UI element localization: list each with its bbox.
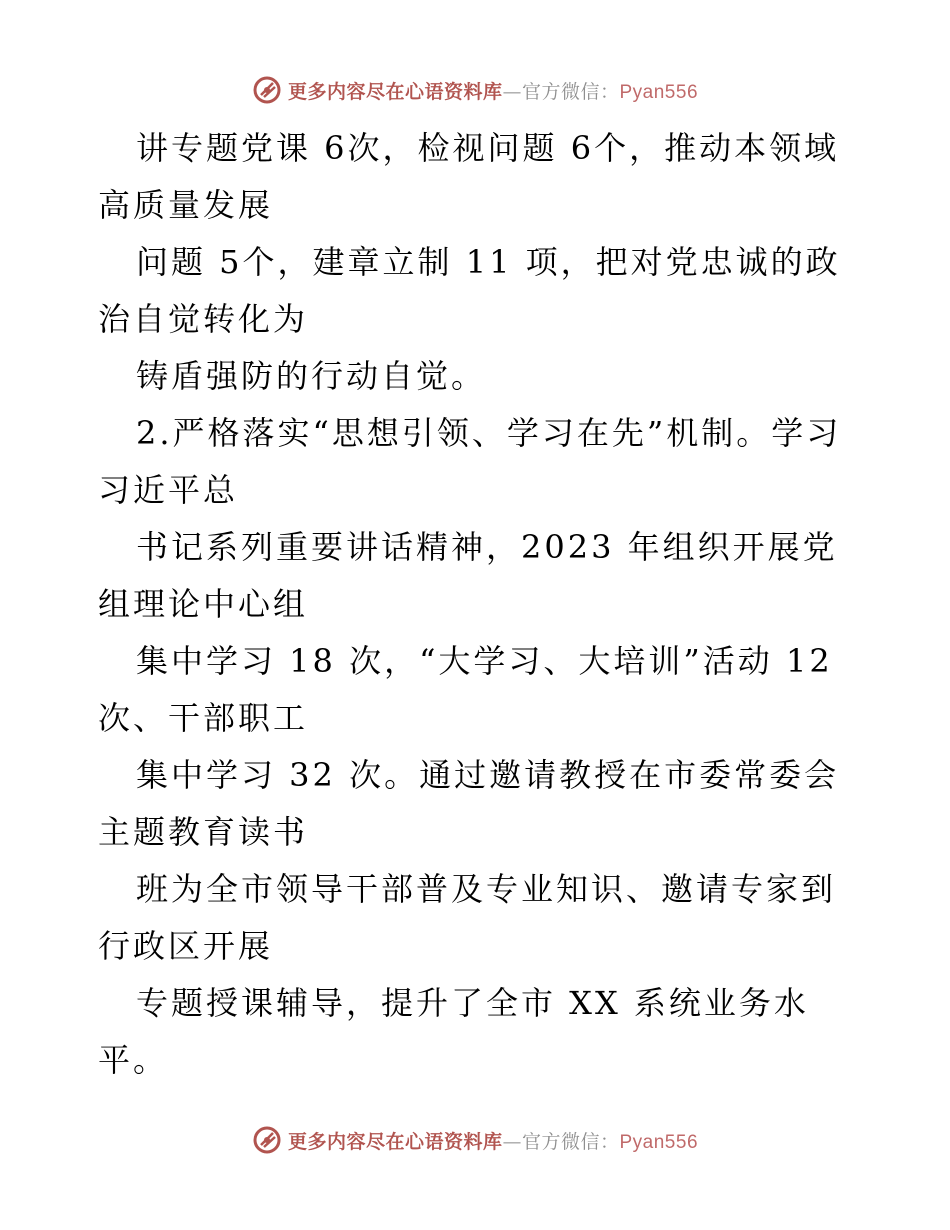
paragraph-5 bbox=[98, 519, 858, 633]
footer-separator: — bbox=[502, 1130, 522, 1153]
paragraph-1-line-1: 讲专题党课 6次，检视问题 6个，推动本领域 bbox=[136, 129, 840, 167]
header-brand: 更多内容尽在心语资料库 bbox=[287, 80, 503, 103]
paragraph-6 bbox=[98, 633, 858, 747]
header-watermark-text bbox=[288, 77, 698, 104]
paragraph-4 bbox=[98, 405, 858, 519]
document-body bbox=[98, 120, 858, 1089]
footer-wechat-id: Pyan556 bbox=[619, 1131, 699, 1153]
header-separator: — bbox=[502, 80, 522, 103]
paragraph-2-line-2: 治自觉转化为 bbox=[98, 300, 309, 338]
paragraph-6-line-2: 次、干部职工 bbox=[98, 699, 309, 737]
paragraph-9 bbox=[98, 975, 858, 1089]
paragraph-8 bbox=[98, 861, 858, 975]
paragraph-1 bbox=[98, 120, 858, 234]
paragraph-4-line-1: 2.严格落实“思想引领、学习在先”机制。学习 bbox=[136, 414, 842, 452]
header-wechat-label: 官方微信： bbox=[521, 80, 620, 103]
footer-watermark-text bbox=[288, 1127, 698, 1154]
paragraph-8-line-2: 政区开展 bbox=[133, 927, 274, 965]
header-wechat-id: Pyan556 bbox=[619, 81, 699, 103]
paragraph-7-line-1: 集中学习 32 次。通过邀请教授在市委常委会主 bbox=[98, 756, 840, 851]
header-watermark-banner bbox=[0, 70, 950, 110]
paragraph-9-line-1: 专题授课辅导，提升了全市 XX 系统业务水平。 bbox=[98, 984, 809, 1079]
paragraph-6-line-1: 集中学习 18 次，“大学习、大培训”活动 12 bbox=[136, 642, 833, 680]
paragraph-7 bbox=[98, 747, 858, 861]
paragraph-4-line-2: 习近平总 bbox=[98, 471, 239, 509]
paragraph-5-line-1: 书记系列重要讲话精神，2023 年组织开展党组 bbox=[98, 528, 838, 623]
footer-watermark-banner bbox=[0, 1120, 950, 1160]
footer-brand: 更多内容尽在心语资料库 bbox=[287, 1130, 503, 1153]
footer-wechat-label: 官方微信： bbox=[521, 1130, 620, 1153]
brand-logo-icon bbox=[252, 1125, 282, 1155]
paragraph-3-line-1: 铸盾强防的行动自觉。 bbox=[136, 357, 487, 395]
paragraph-1-line-2: 高质量发展 bbox=[98, 186, 274, 224]
paragraph-7-line-2: 题教育读书 bbox=[133, 813, 309, 851]
paragraph-5-line-2: 理论中心组 bbox=[133, 585, 309, 623]
paragraph-8-line-1: 班为全市领导干部普及专业知识、邀请专家到行 bbox=[98, 870, 837, 965]
paragraph-3 bbox=[98, 348, 858, 405]
paragraph-2-line-1: 问题 5个，建章立制 11 项，把对党忠诚的政 bbox=[136, 243, 841, 281]
paragraph-2 bbox=[98, 234, 858, 348]
brand-logo-icon bbox=[252, 75, 282, 105]
